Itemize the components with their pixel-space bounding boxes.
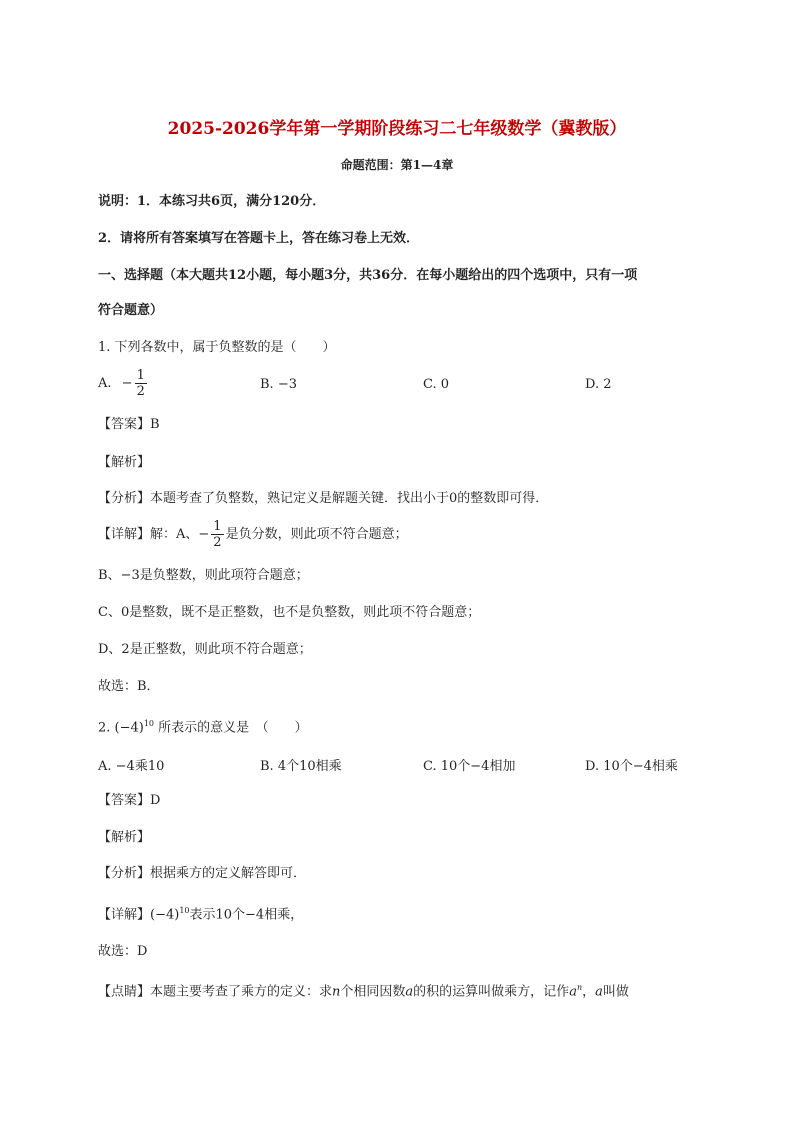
q1-option-b: B. −3 <box>260 377 297 392</box>
q2-detail <box>98 901 303 925</box>
stem-prefix: 2. (−4) <box>98 720 144 736</box>
denominator: 2 <box>136 384 145 399</box>
q2-option-d: D. 10个−4相乘 <box>585 759 678 774</box>
q1-fenxi: 【分析】本题考查了负整数，熟记定义是解题关键．找出小于0的整数即可得． <box>98 491 549 506</box>
q2-fenxi: 【分析】根据乘方的定义解答即可． <box>98 866 307 881</box>
variable-n: n <box>332 984 341 1000</box>
detail-suffix: 表示10个−4相乘， <box>189 907 304 923</box>
dianjing-mid: 个相同因数 <box>340 984 406 1000</box>
numerator: 1 <box>136 368 145 383</box>
detail-prefix: 【详解】解：A、− <box>98 527 210 542</box>
dianjing-tail: 叫做 <box>602 984 629 1000</box>
denominator: 2 <box>213 535 222 550</box>
q2-option-c: C. 10个−4相加 <box>423 759 516 774</box>
scope-subtitle: 命题范围：第1—4章 <box>340 158 454 172</box>
note-2: 2．请将所有答案填写在答题卡上，答在练习卷上无效． <box>98 231 420 246</box>
detail-suffix: 是负分数，则此项不符合题意； <box>225 527 408 542</box>
exponent: 10 <box>179 906 190 915</box>
variable-a: a <box>405 984 414 1000</box>
q2-option-a: A. −4乘10 <box>98 759 165 774</box>
q1-answer: 【答案】B <box>98 417 160 432</box>
q1-option-c: C. 0 <box>423 377 450 392</box>
q1-line-c: C、0是整数，既不是正整数，也不是负整数，则此项不符合题意； <box>98 605 481 620</box>
note-1: 说明：1．本练习共6页，满分120分． <box>98 194 326 209</box>
q2-dianjing <box>98 978 629 1002</box>
q2-analysis-heading: 【解析】 <box>98 830 151 845</box>
detail-prefix: 【详解】(−4) <box>98 907 180 923</box>
q1-stem: 1. 下列各数中，属于负整数的是（ ） <box>98 340 336 355</box>
page-title: 2025-2026学年第一学期阶段练习二七年级数学（冀教版） <box>167 119 627 139</box>
stem-suffix: 所表示的意义是 （ ） <box>154 720 308 736</box>
option-label: A. <box>98 376 112 391</box>
q1-line-d: D、2是正整数，则此项不符合题意； <box>98 642 312 657</box>
variable-a-base: a <box>595 984 603 1000</box>
variable-a-power: a <box>569 984 577 1000</box>
exponent: 10 <box>143 719 155 728</box>
dianjing-comma: ， <box>582 984 596 1000</box>
fraction <box>135 368 147 399</box>
q2-stem <box>98 714 308 738</box>
exponent-n: n <box>576 983 583 992</box>
q1-option-a <box>98 368 149 399</box>
section-heading: 一、选择题（本大题共12小题，每小题3分，共36分．在每小题给出的四个选项中，只有一项 <box>98 268 638 283</box>
section-heading-cont: 符合题意） <box>98 303 164 318</box>
q2-option-b: B. 4个10相乘 <box>260 759 342 774</box>
numerator: 1 <box>213 519 222 534</box>
q1-analysis-heading: 【解析】 <box>98 455 151 470</box>
q2-answer: 【答案】D <box>98 793 161 808</box>
q2-choose: 故选：D <box>98 944 148 959</box>
q1-option-d: D. 2 <box>585 377 612 392</box>
minus-sign: − <box>121 376 133 391</box>
q1-line-b: B、−3是负整数，则此项符合题意； <box>98 568 309 583</box>
q1-detail <box>98 519 408 550</box>
q1-choose: 故选：B． <box>98 679 160 694</box>
fraction <box>211 519 223 550</box>
dianjing-prefix: 【点睛】本题主要考查了乘方的定义：求 <box>98 984 333 1000</box>
dianjing-mid2: 的积的运算叫做乘方，记作 <box>413 984 570 1000</box>
